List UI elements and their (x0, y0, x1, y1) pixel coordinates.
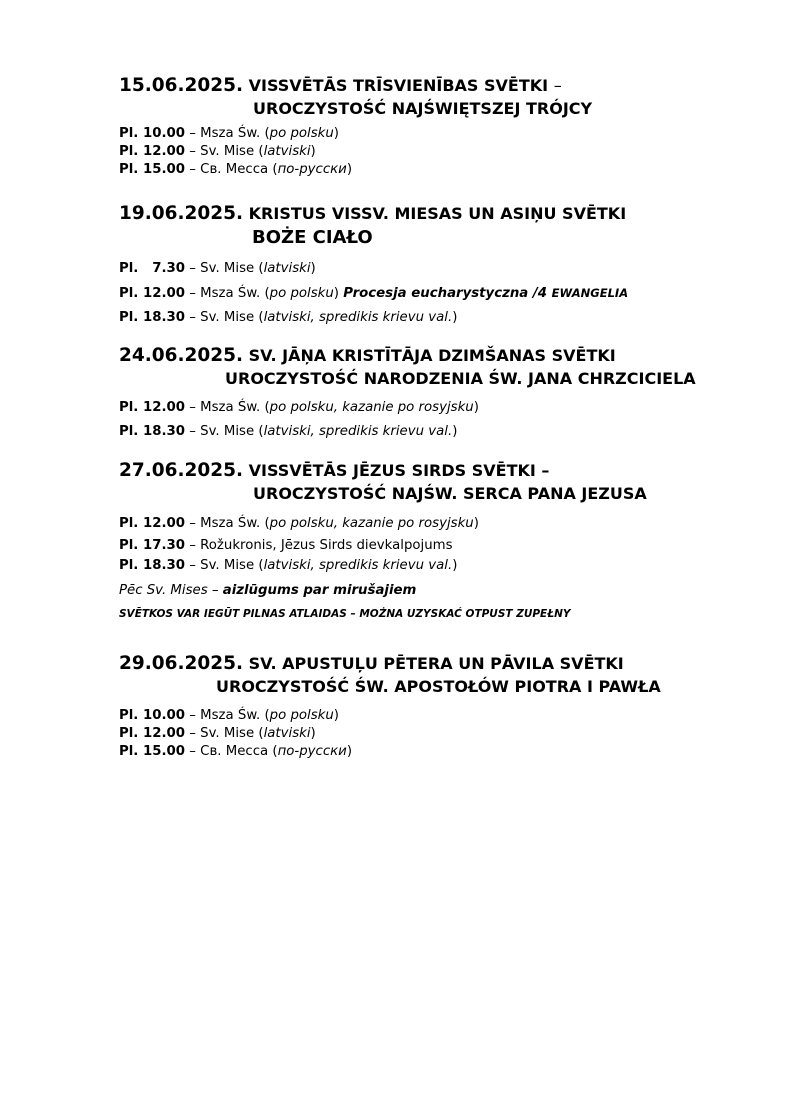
mass-desc: – Св. Месса ( (189, 744, 278, 759)
mass-language: latviski (263, 144, 311, 159)
mass-desc: – Sv. Mise ( (189, 310, 264, 325)
feast-title-lv: SV. APUSTUĻU PĒTERA UN PĀVILA SVĒTKI (248, 654, 624, 673)
feast-date: 24.06.2025. (119, 345, 244, 366)
mass-time: Pl. 18.30 (119, 310, 186, 325)
mass-desc: – Sv. Mise ( (189, 558, 264, 573)
mass-time: Pl. 7.30 (119, 261, 186, 276)
paren-close: ) (452, 424, 458, 439)
mass-time: Pl. 18.30 (119, 558, 186, 573)
mass-line (119, 512, 759, 536)
paren-close: ) (452, 558, 458, 573)
mass-line (119, 125, 759, 143)
section-feast-2 (119, 205, 759, 330)
paren-close: ) (310, 261, 316, 276)
prayer-note-bold: aizlūgums par mirušajiem (222, 583, 417, 598)
mass-desc: – Sv. Mise ( (189, 726, 264, 741)
feast-title-lv: KRISTUS VISSV. MIESAS UN ASIŅU SVĒTKI (248, 204, 627, 223)
feast-title-lv: VISSVĒTĀS JĒZUS SIRDS SVĒTKI – (248, 461, 550, 480)
mass-time: Pl. 17.30 (119, 538, 186, 553)
mass-desc: – Msza Św. ( (189, 286, 270, 301)
mass-time: Pl. 10.00 (119, 708, 186, 723)
mass-desc: – Св. Месса ( (189, 162, 278, 177)
mass-time: Pl. 15.00 (119, 162, 186, 177)
feast-heading (119, 462, 759, 486)
mass-line (119, 161, 759, 179)
mass-desc: – Rožukronis, Jēzus Sirds dievkalpojums (189, 538, 453, 553)
feast-date: 15.06.2025. (119, 75, 244, 96)
mass-desc: – Msza Św. ( (189, 708, 270, 723)
mass-language: latviski, spredikis krievu val. (263, 558, 453, 573)
mass-line (119, 536, 759, 556)
mass-line (119, 556, 759, 576)
feast-date: 29.06.2025. (119, 653, 244, 674)
mass-desc: – Msza Św. ( (189, 516, 270, 531)
mass-line (119, 396, 759, 420)
mass-language: po polsku, kazanie po rosyjsku (269, 400, 474, 415)
section-feast-4 (119, 462, 759, 620)
mass-desc: – Sv. Mise ( (189, 261, 264, 276)
feast-title-pl: BOŻE CIAŁO (252, 227, 373, 248)
mass-desc: – Msza Św. ( (189, 400, 270, 415)
mass-time: Pl. 12.00 (119, 516, 186, 531)
feast-title-pl: UROCZYSTOŚĆ NAJŚWIĘTSZEJ TRÓJCY (253, 99, 593, 118)
mass-line (119, 143, 759, 161)
mass-line (119, 420, 759, 444)
prayer-note (119, 582, 759, 600)
section-feast-3 (119, 347, 759, 444)
mass-language: latviski (263, 726, 311, 741)
procession-text: Procesja eucharystyczna /4 (343, 286, 552, 301)
paren-close: ) (346, 162, 353, 177)
mass-desc: – Sv. Mise ( (189, 424, 264, 439)
section-feast-5 (119, 655, 759, 761)
mass-time: Pl. 12.00 (119, 400, 186, 415)
feast-title-pl: UROCZYSTOŚĆ ŚW. APOSTOŁÓW PIOTRA I PAWŁA (216, 677, 661, 696)
mass-language: latviski, spredikis krievu val. (263, 424, 453, 439)
mass-line (119, 257, 759, 281)
prayer-note-lead: Pēc Sv. Mises – (119, 583, 223, 598)
feast-title-dash: – (553, 76, 562, 95)
paren-close: ) (310, 726, 316, 741)
procession-note (343, 286, 628, 301)
paren-close: ) (473, 400, 479, 415)
feast-title-pl: UROCZYSTOŚĆ NARODZENIA ŚW. JANA CHRZCICIELA (225, 369, 696, 388)
mass-language: po polsku, kazanie po rosyjsku (269, 516, 474, 531)
paren-close: ) (333, 126, 339, 141)
feast-title-lv: SV. JĀŅA KRISTĪTĀJA DZIMŠANAS SVĒTKI (248, 346, 616, 365)
feast-heading (119, 77, 759, 101)
paren-close: ) (333, 708, 339, 723)
mass-time: Pl. 12.00 (119, 726, 186, 741)
mass-line (119, 707, 759, 725)
mass-line (119, 725, 759, 743)
mass-time: Pl. 10.00 (119, 126, 186, 141)
mass-line (119, 281, 759, 306)
paren-close: ) (310, 144, 316, 159)
mass-line (119, 306, 759, 330)
indulgence-note: SVĒTKOS VAR IEGŪT PILNAS ATLAIDAS – MOŻNA UZYSKAĆ OTPUST ZUPEŁNY (119, 608, 571, 620)
mass-line (119, 743, 759, 761)
paren-close: ) (333, 286, 339, 301)
feast-heading (119, 655, 759, 679)
section-feast-1 (119, 77, 759, 179)
mass-time: Pl. 18.30 (119, 424, 186, 439)
feast-heading (119, 347, 759, 371)
feast-title-lv: VISSVĒTĀS TRĪSVIENĪBAS SVĒTKI (248, 76, 549, 95)
mass-language: latviski, spredikis krievu val. (263, 310, 453, 325)
mass-desc: – Msza Św. ( (189, 126, 270, 141)
mass-language: по-русски (277, 744, 347, 759)
feast-title-pl: UROCZYSTOŚĆ NAJŚW. SERCA PANA JEZUSA (253, 484, 647, 503)
feast-date: 27.06.2025. (119, 460, 244, 481)
mass-language: latviski (263, 261, 311, 276)
mass-desc: – Sv. Mise ( (189, 144, 264, 159)
procession-gospels: EWANGELIA (551, 286, 629, 300)
feast-date: 19.06.2025. (119, 203, 244, 224)
mass-language: po polsku (269, 708, 334, 723)
mass-language: по-русски (277, 162, 347, 177)
mass-language: po polsku (269, 286, 334, 301)
paren-close: ) (473, 516, 479, 531)
mass-time: Pl. 15.00 (119, 744, 186, 759)
paren-close: ) (346, 744, 353, 759)
mass-time: Pl. 12.00 (119, 144, 186, 159)
paren-close: ) (452, 310, 458, 325)
mass-time: Pl. 12.00 (119, 286, 186, 301)
feast-heading (119, 205, 759, 229)
mass-language: po polsku (269, 126, 334, 141)
